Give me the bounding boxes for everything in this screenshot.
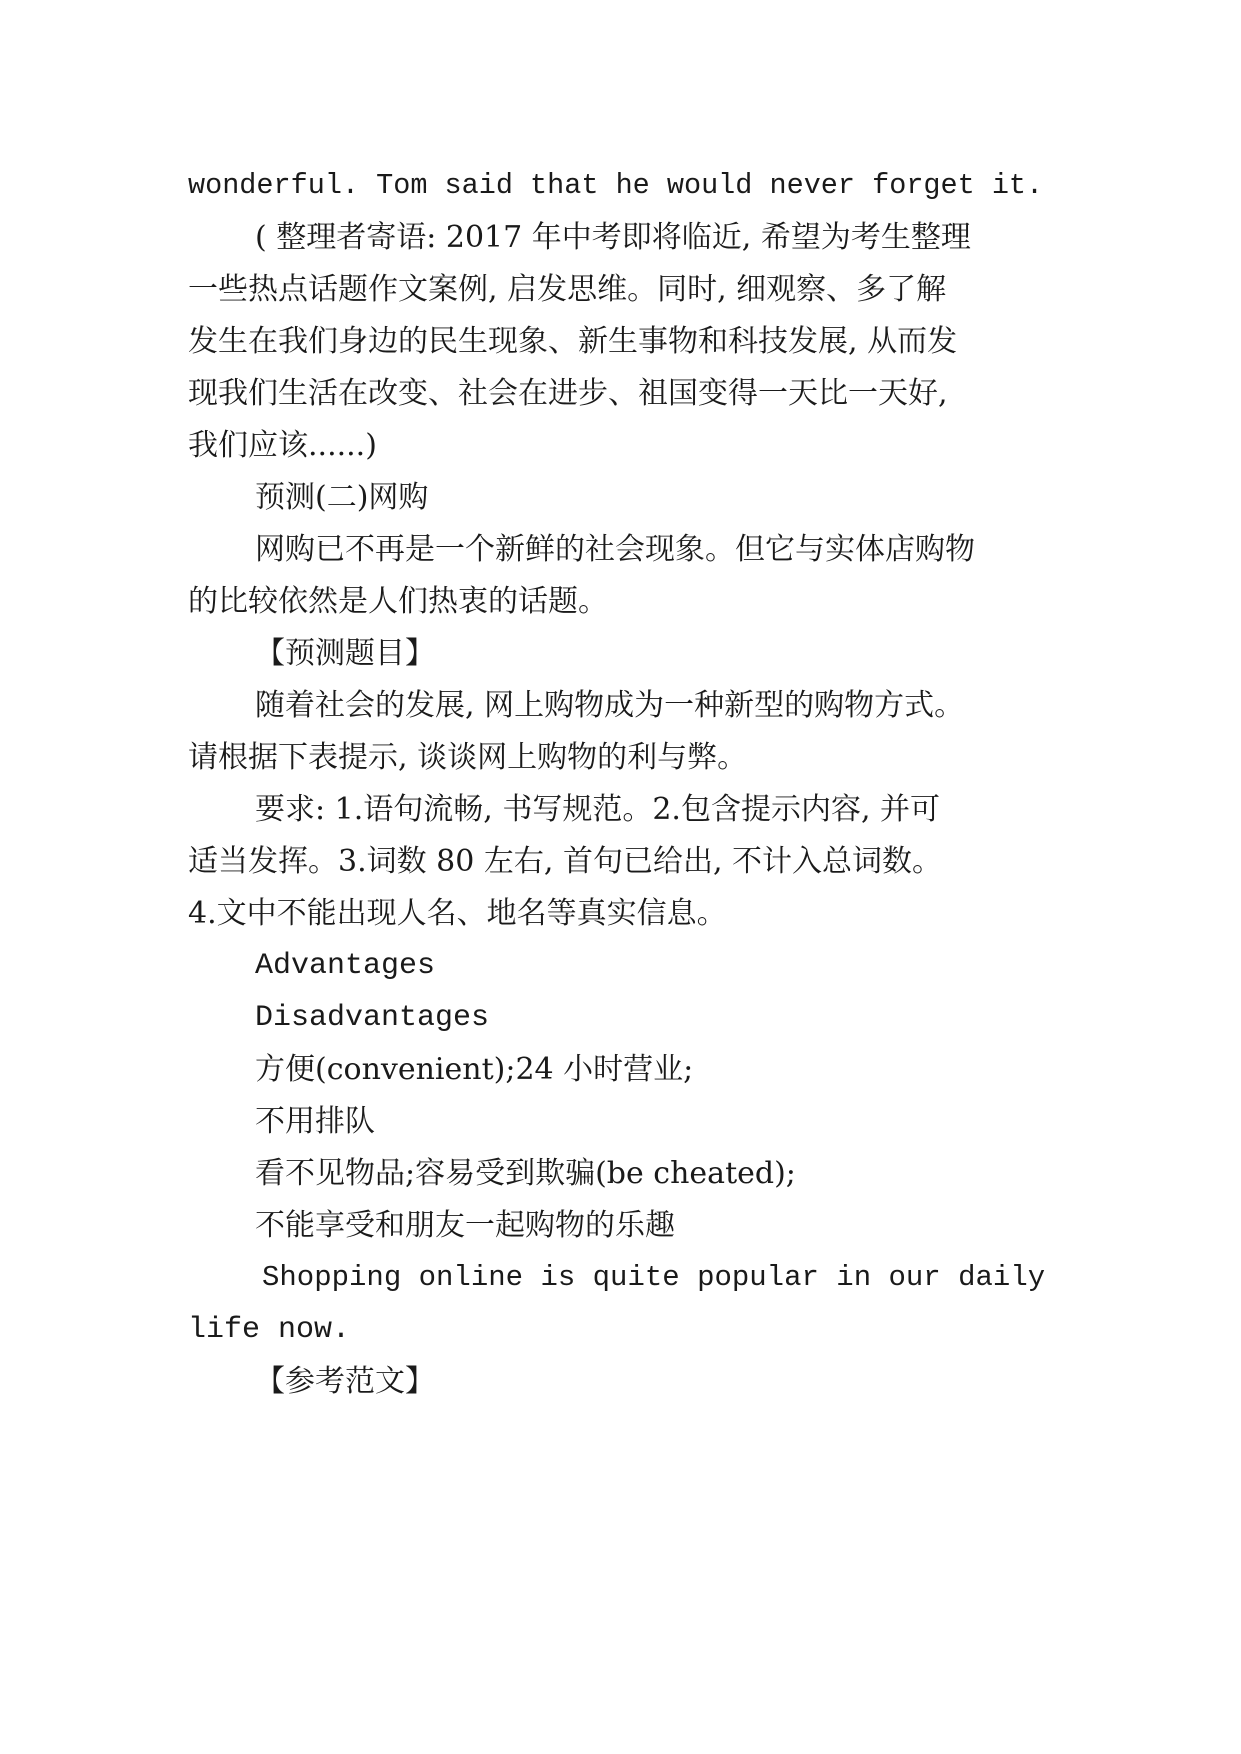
paragraph-line: wonderful. Tom said that he would never forget it. <box>188 169 1044 202</box>
paragraph-line: 现我们生活在改变、社会在进步、祖国变得一天比一天好, <box>188 376 948 411</box>
table-header-advantages: Advantages <box>255 949 436 983</box>
paragraph-line: 要求: 1.语句流畅, 书写规范。2.包含提示内容, 并可 <box>255 792 941 827</box>
paragraph-line: 网购已不再是一个新鲜的社会现象。但它与实体店购物 <box>255 532 975 567</box>
paragraph-line: 请根据下表提示, 谈谈网上购物的利与弊。 <box>188 740 748 775</box>
section-heading: 【预测题目】 <box>255 636 435 671</box>
paragraph-line: Shopping online is quite popular in our daily <box>262 1261 1046 1294</box>
table-cell: 看不见物品;容易受到欺骗(be cheated); <box>255 1156 796 1191</box>
section-heading: 预测(二)网购 <box>255 480 429 515</box>
table-cell: 不能享受和朋友一起购物的乐趣 <box>255 1208 675 1243</box>
paragraph-line: 随着社会的发展, 网上购物成为一种新型的购物方式。 <box>255 688 965 723</box>
table-cell: 不用排队 <box>255 1104 375 1139</box>
table-cell: 方便(convenient);24 小时营业; <box>255 1052 694 1087</box>
section-heading: 【参考范文】 <box>255 1364 435 1399</box>
table-header-disadvantages: Disadvantages <box>255 1001 490 1035</box>
paragraph-line: 适当发挥。3.词数 80 左右, 首句已给出, 不计入总词数。 <box>188 844 943 879</box>
paragraph-line: 发生在我们身边的民生现象、新生事物和科技发展, 从而发 <box>188 324 958 359</box>
paragraph-line: 的比较依然是人们热衷的话题。 <box>188 584 608 619</box>
paragraph-line: 一些热点话题作文案例, 启发思维。同时, 细观察、多了解 <box>188 272 947 307</box>
paragraph-line: ( 整理者寄语: 2017 年中考即将临近, 希望为考生整理 <box>255 220 971 255</box>
paragraph-line: 4.文中不能出现人名、地名等真实信息。 <box>188 896 727 931</box>
paragraph-line: 我们应该......) <box>188 428 377 463</box>
paragraph-line: life now. <box>188 1313 351 1347</box>
